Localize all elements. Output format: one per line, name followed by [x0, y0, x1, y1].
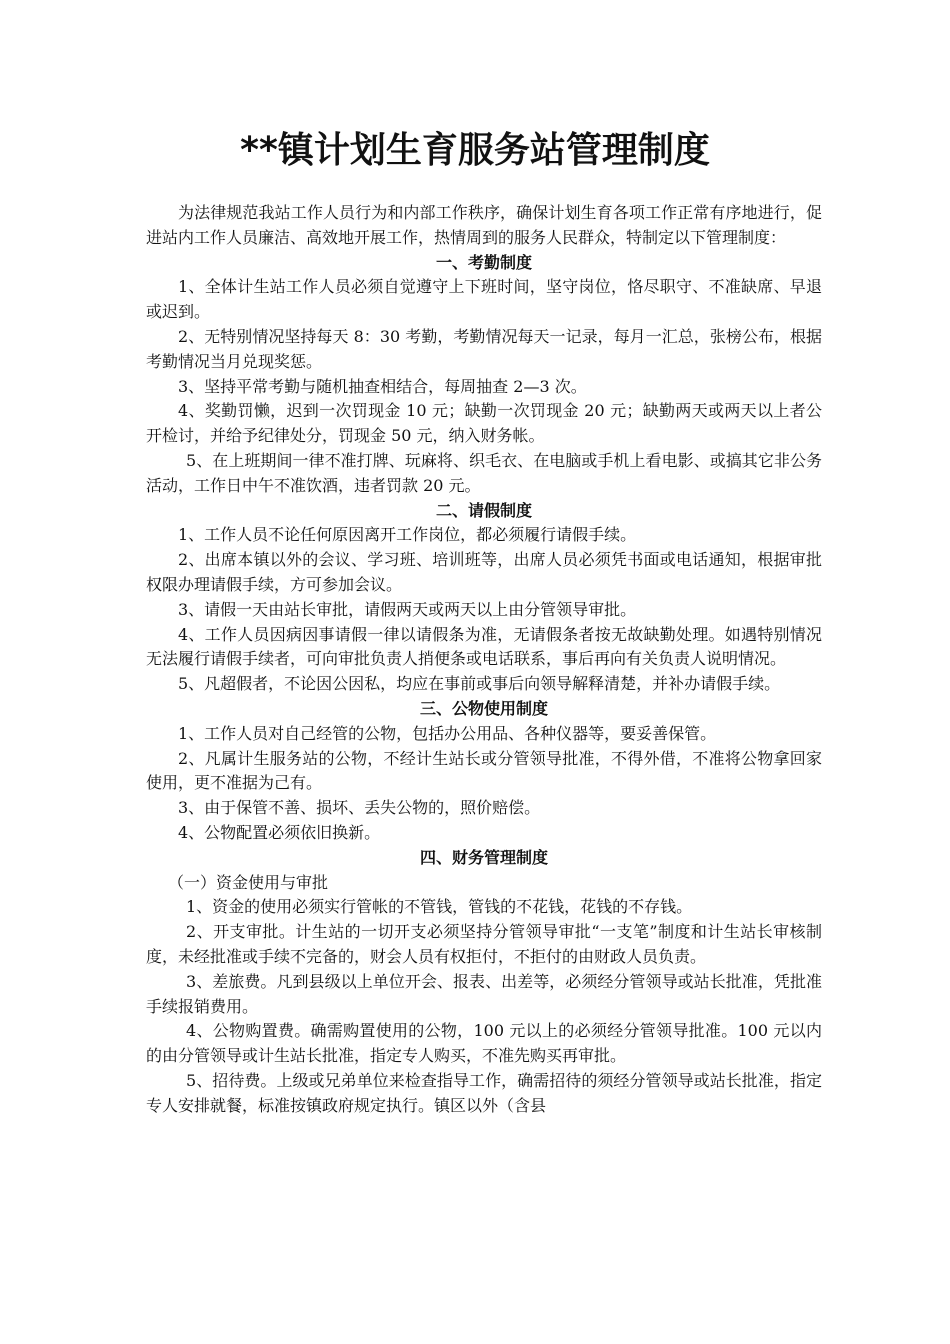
property-item: 2、凡属计生服务站的公物，不经计生站长或分管领导批准，不得外借，不准将公物拿回家使用，更不准据为己有。 — [146, 748, 822, 793]
attendance-item: 5、在上班期间一律不准打牌、玩麻将、织毛衣、在电脑或手机上看电影、或搞其它非公务活动，工作日中午不准饮酒，违者罚款 20 元。 — [146, 450, 822, 495]
section-heading-finance: 四、财务管理制度 — [419, 847, 548, 867]
leave-item: 4、工作人员因病因事请假一律以请假条为准，无请假条者按无故缺勤处理。如遇特别情况无法履行请假手续者，可向审批负责人捎便条或电话联系，事后再向有关负责人说明情况。 — [146, 624, 822, 669]
finance-item: 3、差旅费。凡到县级以上单位开会、报表、出差等，必须经分管领导或站长批准，凭批准手续报销费用。 — [146, 971, 822, 1016]
attendance-item: 3、坚持平常考勤与随机抽查相结合，每周抽查 2—3 次。 — [178, 376, 587, 396]
section-heading-attendance: 一、考勤制度 — [435, 252, 532, 272]
property-item: 4、公物配置必须依旧换新。 — [178, 822, 381, 842]
section-heading-public-property: 三、公物使用制度 — [419, 698, 548, 718]
finance-item: 5、招待费。上级或兄弟单位来检查指导工作，确需招待的须经分管领导或站长批准，指定专人安排就餐，标准按镇政府规定执行。镇区以外（含县 — [146, 1070, 822, 1115]
leave-item: 2、出席本镇以外的会议、学习班、培训班等，出席人员必须凭书面或电话通知，根据审批权限办理请假手续，方可参加会议。 — [146, 550, 822, 594]
leave-item: 1、工作人员不论任何原因离开工作岗位，都必须履行请假手续。 — [178, 525, 637, 545]
finance-item: 1、资金的使用必须实行管帐的不管钱，管钱的不花钱，花钱的不存钱。 — [186, 897, 693, 917]
document-title: **镇计划生育服务站管理制度 — [240, 130, 710, 171]
finance-subheading: （一）资金使用与审批 — [168, 872, 329, 892]
attendance-item: 4、奖勤罚懒，迟到一次罚现金 10 元；缺勤一次罚现金 20 元；缺勤两天或两天以上者公开检讨，并给予纪律处分，罚现金 50 元，纳入财务帐。 — [146, 401, 822, 446]
property-item: 3、由于保管不善、损坏、丢失公物的，照价赔偿。 — [178, 798, 541, 818]
leave-item: 5、凡超假者，不论因公因私，均应在事前或事后向领导解释清楚，并补办请假手续。 — [178, 674, 781, 694]
leave-item: 3、请假一天由站长审批，请假两天或两天以上由分管领导审批。 — [178, 599, 637, 619]
intro-paragraph: 为法律规范我站工作人员行为和内部工作秩序，确保计划生育各项工作正常有序地进行，促进站内工作人员廉洁、高效地开展工作，热情周到的服务人民群众，特制定以下管理制度： — [146, 203, 822, 247]
finance-item: 2、开支审批。计生站的一切开支必须坚持分管领导审批“一支笔”制度和计生站长审核制度，未经批准或手续不完备的，财会人员有权拒付，不拒付的由财政人员负责。 — [146, 922, 822, 966]
attendance-item: 2、无特别情况坚持每天 8：30 考勤，考勤情况每天一记录，每月一汇总，张榜公布，根据考勤情况当月兑现奖惩。 — [146, 326, 822, 371]
property-item: 1、工作人员对自己经管的公物，包括办公用品、各种仪器等，要妥善保管。 — [178, 723, 717, 743]
section-heading-leave: 二、请假制度 — [435, 500, 532, 520]
attendance-item: 1、全体计生站工作人员必须自觉遵守上下班时间，坚守岗位，恪尽职守、不准缺席、早退或迟到。 — [146, 277, 822, 322]
finance-item: 4、公物购置费。确需购置使用的公物，100 元以上的必须经分管领导批准。100 元以内的由分管领导或计生站长批准，指定专人购买，不准先购买再审批。 — [146, 1021, 822, 1066]
document-body — [146, 201, 822, 1118]
